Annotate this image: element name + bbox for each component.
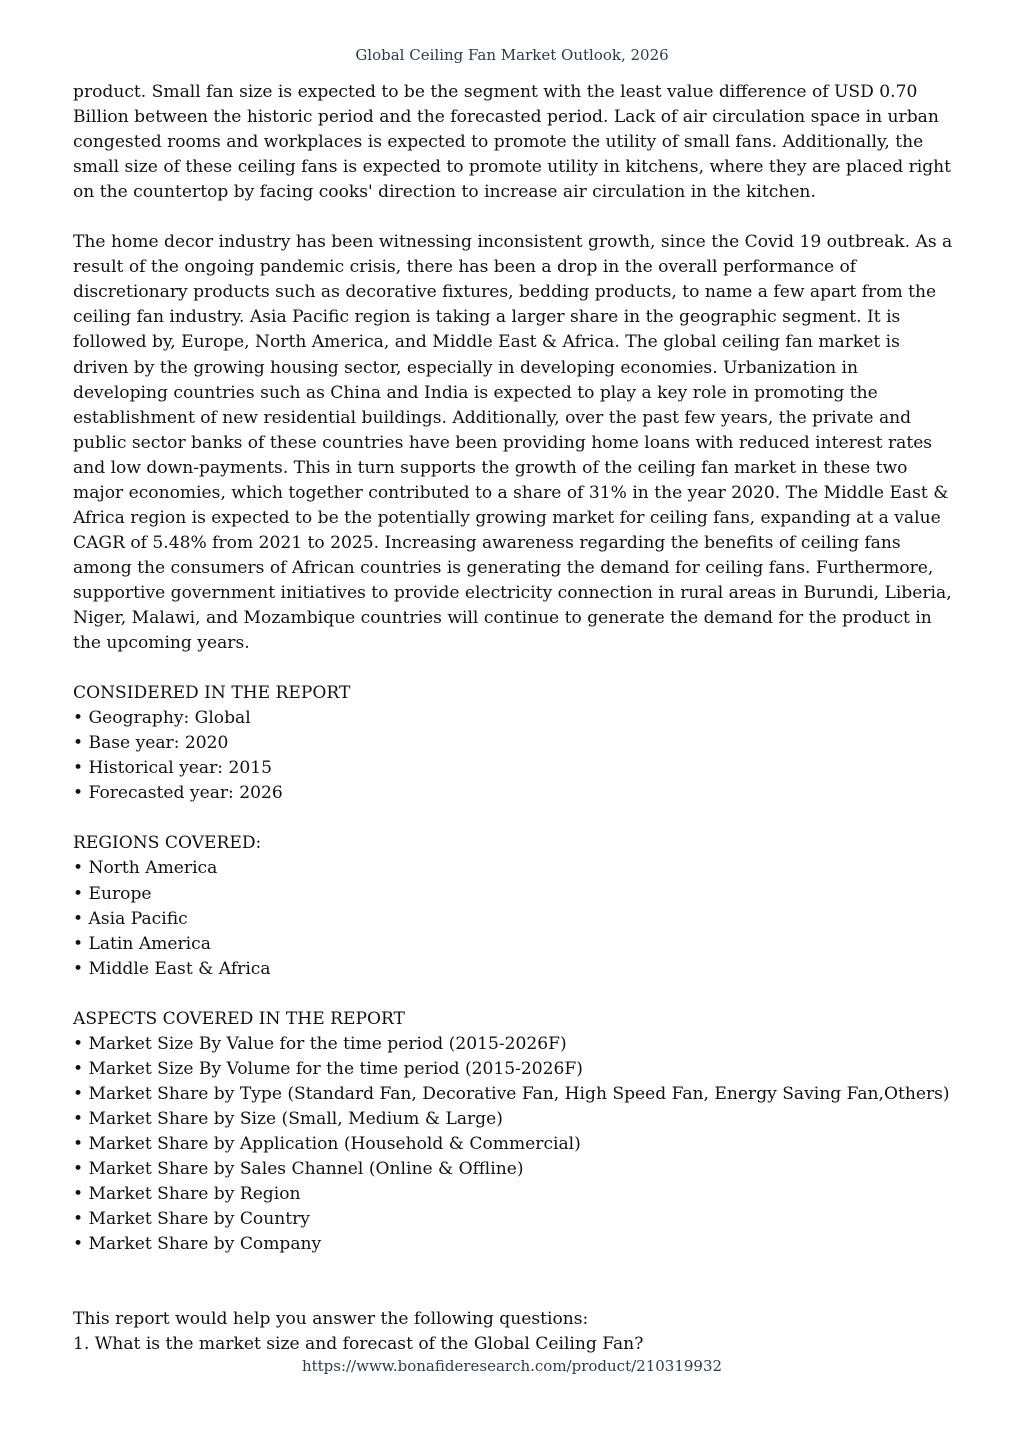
question-item: 1. What is the market size and forecast of the Global Ceiling Fan? (73, 1334, 644, 1355)
text-line: and low down-payments. This in turn supports the growth of the ceiling fan market in these two (73, 457, 908, 478)
regions-section (73, 831, 963, 981)
text-line: followed by, Europe, North America, and Middle East & Africa. The global ceiling fan market is (73, 332, 900, 353)
aspects-heading: ASPECTS COVERED IN THE REPORT (73, 1008, 405, 1029)
text-line: supportive government initiatives to provide electricity connection in rural areas in Burundi, Liberia, (73, 582, 952, 603)
aspects-section (73, 1007, 963, 1257)
aspect-item: • Market Share by Application (Household & Commercial) (73, 1133, 581, 1154)
text-line: among the consumers of African countries is generating the demand for ceiling fans. Furthermore, (73, 557, 934, 578)
considered-item: • Geography: Global (73, 708, 251, 729)
aspect-item: • Market Share by Country (73, 1209, 310, 1230)
text-line: public sector banks of these countries have been providing home loans with reduced interest rates (73, 432, 933, 453)
text-line: Billion between the historic period and the forecasted period. Lack of air circulation space in urban (73, 107, 939, 128)
region-item: • Asia Pacific (73, 908, 188, 929)
text-line: major economies, which together contributed to a share of 31% in the year 2020. The Middle East & (73, 482, 949, 503)
text-line: Africa region is expected to be the potentially growing market for ceiling fans, expanding at a value (73, 507, 941, 528)
text-line: Niger, Malawi, and Mozambique countries will continue to generate the demand for the product in (73, 607, 932, 628)
footer-url: https://www.bonafideresearch.com/product/210319932 (301, 1357, 723, 1375)
aspect-item: • Market Share by Sales Channel (Online & Offline) (73, 1159, 524, 1180)
aspect-item: • Market Size By Value for the time period (2015-2026F) (73, 1033, 567, 1054)
text-line: developing countries such as China and India is expected to play a key role in promoting the (73, 382, 878, 403)
regions-heading: REGIONS COVERED: (73, 833, 262, 854)
text-line: on the countertop by facing cooks' direction to increase air circulation in the kitchen. (73, 182, 816, 203)
considered-item: • Historical year: 2015 (73, 758, 272, 779)
considered-item: • Base year: 2020 (73, 733, 229, 754)
considered-heading: CONSIDERED IN THE REPORT (73, 683, 351, 704)
text-line: result of the ongoing pandemic crisis, there has been a drop in the overall performance of (73, 257, 857, 278)
text-line: discretionary products such as decorative fixtures, bedding products, to name a few apart from the (73, 282, 937, 303)
aspect-item: • Market Size By Volume for the time period (2015-2026F) (73, 1058, 583, 1079)
aspect-item: • Market Share by Size (Small, Medium & Large) (73, 1108, 503, 1129)
document-body (73, 80, 963, 1357)
considered-section (73, 681, 963, 806)
text-line: driven by the growing housing sector, especially in developing economies. Urbanization in (73, 357, 859, 378)
page-header-title: Global Ceiling Fan Market Outlook, 2026 (355, 46, 669, 64)
text-line: establishment of new residential buildings. Additionally, over the past few years, the private and (73, 407, 912, 428)
paragraph-home-decor (73, 230, 963, 656)
paragraph-small-fan (73, 80, 963, 205)
questions-section (73, 1307, 963, 1357)
text-line: CAGR of 5.48% from 2021 to 2025. Increasing awareness regarding the benefits of ceiling fans (73, 532, 901, 553)
region-item: • North America (73, 858, 218, 879)
aspect-item: • Market Share by Type (Standard Fan, Decorative Fan, High Speed Fan, Energy Saving Fan,Others) (73, 1083, 950, 1104)
questions-intro: This report would help you answer the following questions: (73, 1309, 589, 1330)
text-line: product. Small fan size is expected to be the segment with the least value difference of USD 0.70 (73, 82, 918, 102)
region-item: • Latin America (73, 933, 211, 954)
text-line: the upcoming years. (73, 633, 250, 654)
text-line: small size of these ceiling fans is expected to promote utility in kitchens, where they are placed right (73, 157, 952, 178)
text-line: congested rooms and workplaces is expected to promote the utility of small fans. Additionally, the (73, 132, 924, 153)
text-line: ceiling fan industry. Asia Pacific region is taking a larger share in the geographic segment. It is (73, 307, 901, 328)
aspect-item: • Market Share by Company (73, 1234, 322, 1255)
considered-item: • Forecasted year: 2026 (73, 783, 283, 804)
aspect-item: • Market Share by Region (73, 1184, 301, 1205)
text-line: The home decor industry has been witnessing inconsistent growth, since the Covid 19 outbreak. As a (73, 232, 953, 253)
region-item: • Europe (73, 883, 152, 904)
region-item: • Middle East & Africa (73, 958, 271, 979)
